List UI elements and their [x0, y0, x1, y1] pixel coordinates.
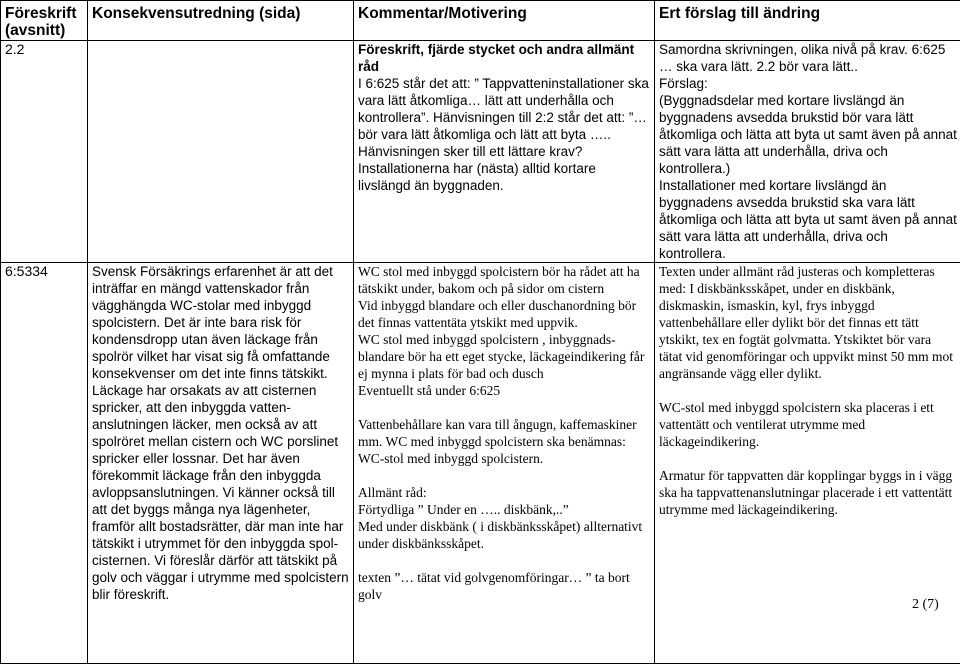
comment-para: Vattenbehållare kan vara till ångugn, kaffemaskiner mm. WC med inbyggd spolcistern ska benämnas: WC-stol med inbyggd spolcistern. [358, 416, 651, 467]
header-consequence: Konsekvensutredning (sida) [88, 1, 354, 41]
proposal-para: Armatur för tappvatten där kopplingar byggs in i vägg ska ha tappvattenanslutningar placerade i ett vattentätt utrymme med läckageindikering. [659, 467, 957, 518]
comment-para: WC stol med inbyggd spolcistern bör ha rådet att ha tätskikt under, bakom och på sidor om cistern [358, 263, 651, 297]
comment-text: I 6:625 står det att: ” Tappvatteninstallationer ska vara lätt åtkomliga… lätt att underhålla och kontrollera”. Hänvisningen till 2:2 står det att: ”… bör vara lätt åtkomliga och lätt att byta ….. Hänvisningen sker till ett lättare krav? Installationerna har (nästa) alltid kortare livslängd än byggnaden. [358, 75, 651, 194]
proposal-line: Installationer med kortare livslängd än byggnadens avsedda brukstid ska vara lätt åtkomliga och lätta att byta ut samt även på annat sätt vara lätta att underhålla, driva och kontrollera. [659, 177, 957, 262]
comment-cell [354, 41, 655, 263]
proposal-para: WC-stol med inbyggd spolcistern ska placeras i ett vattentätt och ventilerat utrymme med läckageindikering. [659, 399, 957, 450]
comment-para: WC stol med inbyggd spolcistern , inbyggnads-blandare bör ha ett eget stycke, läckageindikering får ej mynna i plats för bad och dusch [358, 331, 651, 382]
header-row [1, 1, 960, 41]
header-regulation: Föreskrift (avsnitt) [1, 1, 88, 41]
consequence-cell [88, 263, 354, 664]
regulation-ref: 2.2 [1, 41, 88, 263]
header-proposal: Ert förslag till ändring [655, 1, 960, 41]
advice-item: Med under diskbänk ( i diskbänksskåpet) allternativt under diskbänksskåpet. [358, 518, 651, 552]
advice-label: Allmänt råd: [358, 484, 651, 501]
comment-heading: Föreskrift, fjärde stycket och andra allmänt råd [358, 41, 651, 75]
proposal-para: Texten under allmänt råd justeras och kompletteras med: I diskbänksskåpet, under en diskbänk, diskmaskin, ismaskin, kyl, frys inbyggd vattenbehållare eller dylikt bör det finnas ett tätt ytskikt, tex en fogtät golvmatta. Ytskiktet bör vara tätat vid genomföringar och uppvikt minst 50 mm mot angränsande vägg eller dylikt. [659, 263, 957, 382]
regulation-ref: 6:5334 [1, 263, 88, 664]
consequence-cell [88, 41, 354, 263]
table-row [1, 41, 960, 263]
advice-item: Förtydliga ” Under en ….. diskbänk,..” [358, 501, 651, 518]
proposal-cell [655, 41, 960, 263]
proposal-line: Samordna skrivningen, olika nivå på krav. 6:625 … ska vara lätt. 2.2 bör vara lätt.. [659, 41, 957, 75]
header-comment: Kommentar/Motivering [354, 1, 655, 41]
page-number: 2 (7) [912, 597, 939, 613]
comment-para: Vid inbyggd blandare och eller duschanordning bör det finnas vattentäta ytskikt med uppvik. [358, 297, 651, 331]
comment-cell [354, 263, 655, 664]
table-row [1, 263, 960, 664]
proposal-line: (Byggnadsdelar med kortare livslängd än byggnadens avsedda brukstid bör vara lätt åtkomliga och lätta att byta ut samt även på annat sätt vara lätta att underhålla, driva och kontrollera.) [659, 92, 957, 177]
advice-item: texten ”… tätat vid golvgenomföringar… ” ta bort golv [358, 569, 651, 603]
comment-para: Eventuellt stå under 6:625 [358, 382, 651, 399]
proposal-line: Förslag: [659, 75, 957, 92]
consequence-text: Svensk Försäkrings erfarenhet är att det inträffar en mängd vattenskador från vägghängda WC-stolar med inbyggd spolcistern. Det är inte bara risk för kondensdropp utan även läckage från spolrör vilket har visat sig få omfattande konsekvenser om det inte finns tätskikt. Läckage har orsakats av att cisternen spricker, att den inbyggda vatten-anslutningen läcker, men också av att spolröret mellan cistern och WC porslinet spricker eller lossnar. Det har även förekommit läckage från den inbyggda avloppsanslutningen. Vi känner också till att det byggs många nya lägenheter, framför allt bostadsrätter, där man inte har tätskikt i utrymmet för den inbyggda spol-cisternen. Vi föreslår därför att tätskikt på golv och väggar i utrymme med spolcistern blir föreskrift. [92, 263, 350, 603]
